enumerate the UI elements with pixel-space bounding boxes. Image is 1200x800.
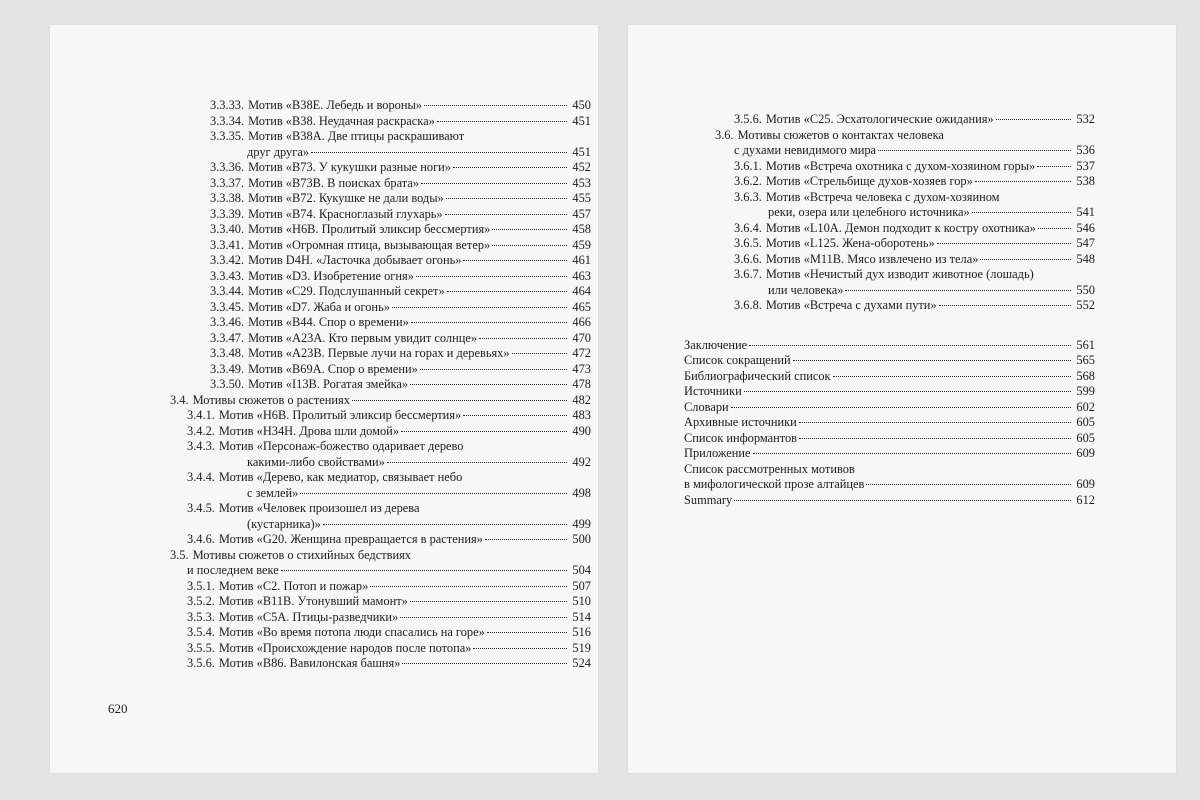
- toc-entry-title: Мотив «Дерево, как медиатор, связывает небо: [218, 470, 463, 484]
- toc-entry-title: Заключение: [684, 337, 748, 352]
- toc-dot-leader: [392, 307, 567, 308]
- toc-entry: [187, 656, 591, 672]
- toc-entry-page: 450: [572, 98, 591, 112]
- toc-dot-leader: [300, 493, 567, 494]
- toc-entry-number: 3.5.6.: [734, 112, 762, 126]
- toc-entry-title: друг друга»: [247, 144, 310, 159]
- toc-dot-leader: [753, 453, 1071, 454]
- toc-dot-leader: [446, 198, 567, 199]
- toc-entry: [210, 377, 591, 393]
- toc-dot-leader: [370, 586, 567, 587]
- toc-entry: [684, 493, 1095, 509]
- toc-entry: [187, 424, 591, 440]
- toc-entry: [210, 207, 591, 223]
- toc-entry-number: 3.4.2.: [187, 423, 215, 438]
- toc-entry-number: 3.3.38.: [210, 191, 245, 205]
- toc-entry-title: Мотив «B73B. В поисках брата»: [248, 175, 420, 190]
- toc-entry-title: Мотивы сюжетов о растениях: [192, 392, 350, 407]
- toc-entry-title: Мотив «L125. Жена-оборотень»: [765, 236, 935, 250]
- toc-dot-leader: [734, 500, 1071, 501]
- toc-entry: [684, 353, 1095, 369]
- toc-entry: [210, 129, 591, 145]
- toc-entry-page: 451: [572, 113, 591, 128]
- toc-entry-title: Мотив «Стрельбище духов-хозяев гор»: [765, 174, 973, 188]
- toc-entry-title: Мотив «D3. Изобретение огня»: [248, 268, 414, 283]
- toc-dot-leader: [1038, 228, 1071, 229]
- toc-entry: [247, 486, 591, 502]
- toc-entry-title: Мотив «D7. Жаба и огонь»: [248, 299, 390, 314]
- toc-entry-title: Мотив «G20. Женщина превращается в растения»: [218, 532, 483, 546]
- toc-dot-leader: [492, 245, 567, 246]
- toc-entry: [210, 253, 591, 269]
- toc-entry-title: Мотив «C29. Подслушанный секрет»: [248, 284, 445, 298]
- toc-entry-title: какими-либо свойствами»: [247, 454, 385, 469]
- left-page: [50, 25, 598, 773]
- toc-entry-number: 3.5.4.: [187, 625, 215, 639]
- toc-entry-page: 457: [572, 206, 591, 221]
- toc-entry-number: 3.5.5.: [187, 640, 215, 655]
- toc-dot-leader: [975, 181, 1071, 182]
- toc-dot-leader: [793, 360, 1071, 361]
- toc-entry: [684, 384, 1095, 400]
- toc-entry-page: 519: [572, 640, 591, 655]
- toc-dot-leader: [485, 539, 567, 540]
- toc-entry: [187, 501, 591, 517]
- toc-entry-page: 498: [572, 485, 591, 500]
- toc-entry: [187, 625, 591, 641]
- toc-entry-title: Мотив «B73. У кукушки разные ноги»: [248, 160, 451, 174]
- toc-entry-title: реки, озера или целебного источника»: [768, 205, 970, 219]
- toc-entry-title: Summary: [684, 492, 733, 507]
- toc-entry-title: или человека»: [768, 282, 844, 297]
- toc-entry-page: 452: [572, 160, 591, 174]
- toc-entry-number: 3.5.: [170, 547, 189, 562]
- toc-entry-title: Мотив «H6B. Пролитый эликсир бессмертия»: [218, 408, 462, 422]
- right-page: [628, 25, 1176, 773]
- toc-dot-leader: [492, 229, 567, 230]
- toc-entry: [684, 415, 1095, 431]
- toc-entry: [715, 128, 1095, 144]
- toc-entry-title: Мотив «A23A. Кто первым увидит солнце»: [248, 330, 478, 345]
- toc-dot-leader: [437, 121, 567, 122]
- toc-entry-page: 536: [1076, 143, 1095, 157]
- toc-dot-leader: [402, 663, 567, 664]
- toc-entry-number: 3.6.8.: [734, 298, 762, 312]
- left-toc-list: [170, 98, 591, 672]
- toc-entry-page: 482: [572, 392, 591, 407]
- toc-entry: [210, 331, 591, 347]
- toc-dot-leader: [512, 353, 567, 354]
- toc-entry: [210, 191, 591, 207]
- toc-entry-page: 483: [572, 408, 591, 422]
- toc-entry: [210, 176, 591, 192]
- toc-dot-leader: [996, 119, 1071, 120]
- toc-entry-page: 599: [1076, 384, 1095, 398]
- toc-entry-page: 455: [572, 191, 591, 205]
- toc-entry-page: 451: [572, 144, 591, 159]
- section-gap: [684, 314, 1095, 338]
- toc-dot-leader: [410, 384, 567, 385]
- toc-entry: [187, 470, 591, 486]
- toc-entry-number: 3.3.33.: [210, 98, 245, 112]
- toc-entry-title: Мотив «B38. Неудачная раскраска»: [248, 113, 435, 128]
- toc-entry-page: 609: [1076, 477, 1095, 491]
- toc-entry-title: Мотив «Встреча с духами пути»: [765, 298, 937, 312]
- toc-entry: [210, 160, 591, 176]
- toc-entry-page: 458: [572, 222, 591, 236]
- toc-dot-leader: [400, 617, 567, 618]
- toc-entry-title: Мотив «H6B. Пролитый эликсир бессмертия»: [248, 222, 491, 236]
- toc-entry-page: 499: [572, 516, 591, 531]
- toc-entry: [210, 114, 591, 130]
- toc-entry-number: 3.4.1.: [187, 408, 215, 422]
- toc-entry-number: 3.3.50.: [210, 377, 245, 391]
- toc-entry-number: 3.6.5.: [734, 236, 762, 250]
- toc-entry-page: 524: [572, 656, 591, 670]
- toc-entry-title: Мотивы сюжетов о стихийных бедствиях: [192, 547, 412, 562]
- toc-entry-title: Мотив «Человек произошел из дерева: [218, 501, 420, 515]
- toc-entry: [734, 298, 1095, 314]
- toc-dot-leader: [866, 484, 1071, 485]
- toc-entry-title: Мотив «B69A. Спор о времени»: [248, 361, 418, 376]
- toc-dot-leader: [939, 305, 1071, 306]
- toc-entry: [210, 98, 591, 114]
- toc-entry-title: Источники: [684, 384, 742, 398]
- toc-entry-number: 3.3.41.: [210, 237, 245, 252]
- toc-entry-title: Приложение: [684, 446, 751, 460]
- toc-dot-leader: [731, 407, 1071, 408]
- toc-entry-page: 609: [1076, 446, 1095, 460]
- toc-entry-title: Библиографический список: [684, 368, 831, 383]
- toc-entry-page: 561: [1076, 337, 1095, 352]
- toc-entry-title: Мотив «B72. Кукушке не дали воды»: [248, 191, 444, 205]
- toc-entry: [734, 267, 1095, 283]
- toc-entry-title: Мотив «B38A. Две птицы раскрашивают: [248, 129, 465, 143]
- toc-entry-number: 3.3.48.: [210, 346, 245, 360]
- toc-entry-title: Мотив D4H. «Ласточка добывает огонь»: [248, 253, 462, 267]
- toc-dot-leader: [420, 369, 567, 370]
- toc-entry: [734, 252, 1095, 268]
- toc-entry-title: Мотив «Встреча охотника с духом-хозяином горы»: [765, 158, 1036, 173]
- toc-entry: [210, 315, 591, 331]
- toc-entry-title: Мотив «Происхождение народов после потопа»: [218, 640, 472, 655]
- toc-entry-number: 3.5.3.: [187, 609, 215, 624]
- toc-entry-page: 464: [572, 284, 591, 298]
- toc-entry-page: 463: [572, 268, 591, 283]
- toc-entry-page: 605: [1076, 430, 1095, 445]
- toc-entry-number: 3.4.6.: [187, 532, 215, 546]
- toc-entry-number: 3.3.39.: [210, 206, 245, 221]
- toc-entry-number: 3.3.40.: [210, 222, 245, 236]
- toc-entry: [187, 579, 591, 595]
- toc-entry-title: Мотив «H34H. Дрова шли домой»: [218, 423, 400, 438]
- toc-entry-page: 490: [572, 423, 591, 438]
- toc-dot-leader: [401, 431, 567, 432]
- toc-entry-page: 465: [572, 299, 591, 314]
- toc-entry-title: Мотив «M11B. Мясо извлечено из тела»: [765, 251, 979, 266]
- toc-entry-title: Мотив «C2. Потоп и пожар»: [218, 578, 369, 593]
- toc-dot-leader: [411, 322, 567, 323]
- toc-entry-title: Мотивы сюжетов о контактах человека: [737, 127, 944, 142]
- toc-entry-title: Список рассмотренных мотивов: [684, 461, 855, 476]
- toc-entry: [734, 159, 1095, 175]
- toc-entry: [734, 143, 1095, 159]
- toc-entry: [734, 221, 1095, 237]
- toc-entry: [187, 439, 591, 455]
- toc-entry-title: и последнем веке: [187, 563, 279, 577]
- toc-dot-leader: [487, 632, 567, 633]
- toc-dot-leader: [447, 291, 567, 292]
- toc-entry-number: 3.5.1.: [187, 578, 215, 593]
- toc-entry-page: 453: [572, 175, 591, 190]
- toc-entry-page: 548: [1076, 251, 1095, 266]
- toc-entry-page: 466: [572, 315, 591, 329]
- toc-entry: [210, 269, 591, 285]
- toc-entry-title: Мотив «Во время потопа люди спасались на горе»: [218, 625, 485, 639]
- toc-entry-title: Мотив «B86. Вавилонская башня»: [218, 656, 401, 670]
- toc-entry-number: 3.3.49.: [210, 361, 245, 376]
- toc-entry-page: 550: [1076, 282, 1095, 297]
- toc-entry: [170, 548, 591, 564]
- toc-dot-leader: [980, 259, 1071, 260]
- toc-entry: [210, 346, 591, 362]
- toc-entry: [187, 594, 591, 610]
- toc-entry-page: 514: [572, 609, 591, 624]
- toc-entry-number: 3.5.6.: [187, 656, 215, 670]
- toc-dot-leader: [311, 152, 567, 153]
- toc-dot-leader: [1037, 166, 1071, 167]
- toc-entry-number: 3.3.36.: [210, 160, 245, 174]
- toc-dot-leader: [463, 260, 567, 261]
- toc-entry-number: 3.3.47.: [210, 330, 245, 345]
- toc-entry-page: 492: [572, 454, 591, 469]
- toc-entry-number: 3.6.7.: [734, 267, 762, 281]
- toc-dot-leader: [453, 167, 567, 168]
- toc-entry: [684, 477, 1095, 493]
- toc-entry-title: (кустарника)»: [247, 516, 321, 531]
- toc-entry-number: 3.4.: [170, 392, 189, 407]
- toc-entry-number: 3.6.: [715, 127, 734, 142]
- toc-entry-title: Мотив «A23B. Первые лучи на горах и деревьях»: [248, 346, 510, 360]
- toc-entry-number: 3.6.4.: [734, 220, 762, 235]
- toc-dot-leader: [387, 462, 567, 463]
- toc-entry-page: 565: [1076, 353, 1095, 367]
- toc-dot-leader: [799, 438, 1071, 439]
- toc-dot-leader: [749, 345, 1071, 346]
- toc-entry: [187, 563, 591, 579]
- toc-dot-leader: [833, 376, 1071, 377]
- toc-entry-title: в мифологической прозе алтайцев: [684, 477, 865, 491]
- toc-dot-leader: [410, 601, 567, 602]
- toc-entry-page: 473: [572, 361, 591, 376]
- toc-entry: [210, 284, 591, 300]
- toc-dot-leader: [352, 400, 567, 401]
- toc-entry: [210, 300, 591, 316]
- toc-entry-title: Мотив «C25. Эсхатологические ожидания»: [765, 112, 994, 126]
- toc-entry-page: 552: [1076, 298, 1095, 312]
- toc-entry: [170, 393, 591, 409]
- toc-entry: [247, 455, 591, 471]
- toc-entry-number: 3.4.5.: [187, 501, 215, 515]
- toc-entry-number: 3.3.46.: [210, 315, 245, 329]
- toc-entry: [247, 517, 591, 533]
- toc-dot-leader: [479, 338, 567, 339]
- toc-entry-page: 538: [1076, 174, 1095, 188]
- right-toc-list: [684, 112, 1095, 508]
- toc-dot-leader: [424, 105, 567, 106]
- toc-entry-title: Мотив «Нечистый дух изводит животное (лошадь): [765, 267, 1034, 281]
- toc-dot-leader: [416, 276, 567, 277]
- toc-entry: [734, 190, 1095, 206]
- toc-entry: [247, 145, 591, 161]
- toc-entry: [684, 431, 1095, 447]
- toc-entry: [768, 205, 1095, 221]
- toc-entry: [734, 112, 1095, 128]
- toc-dot-leader: [744, 391, 1071, 392]
- toc-dot-leader: [445, 214, 567, 215]
- toc-entry-number: 3.3.45.: [210, 299, 245, 314]
- toc-entry-number: 3.6.2.: [734, 174, 762, 188]
- toc-entry: [684, 462, 1095, 478]
- toc-dot-leader: [972, 212, 1071, 213]
- toc-entry-title: Мотив «Огромная птица, вызывающая ветер»: [248, 237, 491, 252]
- toc-entry-title: Мотив «C5A. Птицы-разведчики»: [218, 609, 399, 624]
- toc-entry-number: 3.6.1.: [734, 158, 762, 173]
- toc-entry-title: с землей»: [247, 485, 299, 500]
- toc-dot-leader: [281, 570, 567, 571]
- toc-entry: [734, 236, 1095, 252]
- toc-entry-title: Мотив «Встреча человека с духом-хозяином: [765, 189, 1000, 204]
- toc-dot-leader: [878, 150, 1071, 151]
- toc-entry-page: 532: [1076, 112, 1095, 126]
- toc-dot-leader: [799, 422, 1071, 423]
- toc-entry: [684, 338, 1095, 354]
- toc-entry-number: 3.5.2.: [187, 594, 215, 608]
- toc-dot-leader: [421, 183, 567, 184]
- toc-entry-page: 612: [1076, 492, 1095, 507]
- toc-entry-page: 459: [572, 237, 591, 252]
- toc-entry-title: Мотив «I13B. Рогатая змейка»: [248, 377, 409, 391]
- toc-entry-title: Мотив «L10A. Демон подходит к костру охотника»: [765, 220, 1036, 235]
- toc-dot-leader: [463, 415, 567, 416]
- toc-entry-page: 537: [1076, 158, 1095, 173]
- toc-entry-title: Список сокращений: [684, 353, 791, 367]
- toc-entry-page: 510: [572, 594, 591, 608]
- toc-entry-title: Архивные источники: [684, 415, 797, 429]
- toc-entry-number: 3.3.44.: [210, 284, 245, 298]
- toc-entry-number: 3.3.42.: [210, 253, 245, 267]
- toc-entry-page: 516: [572, 625, 591, 639]
- toc-entry: [187, 532, 591, 548]
- toc-dot-leader: [473, 648, 567, 649]
- toc-entry: [187, 610, 591, 626]
- toc-entry-page: 472: [572, 346, 591, 360]
- toc-entry: [187, 408, 591, 424]
- toc-entry: [768, 283, 1095, 299]
- page-number: 620: [108, 701, 128, 716]
- toc-entry-number: 3.3.34.: [210, 113, 245, 128]
- toc-entry: [210, 238, 591, 254]
- toc-entry-title: Мотив «B11B. Утонувший мамонт»: [218, 594, 408, 608]
- toc-entry-number: 3.3.37.: [210, 175, 245, 190]
- toc-entry-number: 3.3.43.: [210, 268, 245, 283]
- toc-entry: [734, 174, 1095, 190]
- toc-dot-leader: [323, 524, 567, 525]
- toc-entry-number: 3.6.6.: [734, 251, 762, 266]
- toc-entry-title: Мотив «B74. Красноглазый глухарь»: [248, 206, 443, 221]
- toc-entry: [684, 369, 1095, 385]
- toc-entry-title: с духами невидимого мира: [734, 143, 877, 157]
- toc-entry-number: 3.6.3.: [734, 189, 762, 204]
- toc-dot-leader: [937, 243, 1071, 244]
- toc-entry-title: Мотив «Персонаж-божество одаривает дерево: [218, 439, 464, 453]
- toc-entry: [187, 641, 591, 657]
- toc-entry: [684, 400, 1095, 416]
- toc-entry-number: 3.4.4.: [187, 470, 215, 484]
- toc-entry-page: 547: [1076, 236, 1095, 250]
- toc-dot-leader: [845, 290, 1071, 291]
- toc-entry-title: Мотив «B38E. Лебедь и вороны»: [248, 98, 423, 112]
- toc-entry-title: Мотив «B44. Спор о времени»: [248, 315, 409, 329]
- toc-entry-page: 605: [1076, 415, 1095, 429]
- toc-entry-page: 568: [1076, 368, 1095, 383]
- toc-entry: [210, 222, 591, 238]
- toc-entry-page: 546: [1076, 220, 1095, 235]
- toc-entry: [210, 362, 591, 378]
- toc-entry-title: Словари: [684, 399, 729, 414]
- toc-entry-page: 602: [1076, 399, 1095, 414]
- toc-entry-page: 478: [572, 377, 591, 391]
- toc-entry: [684, 446, 1095, 462]
- toc-entry-page: 470: [572, 330, 591, 345]
- toc-entry-page: 461: [572, 253, 591, 267]
- toc-entry-number: 3.3.35.: [210, 129, 245, 143]
- toc-entry-page: 500: [572, 532, 591, 546]
- toc-entry-page: 507: [572, 578, 591, 593]
- toc-entry-number: 3.4.3.: [187, 439, 215, 453]
- toc-entry-page: 541: [1076, 205, 1095, 219]
- toc-entry-title: Список информантов: [684, 430, 798, 445]
- toc-entry-page: 504: [572, 563, 591, 577]
